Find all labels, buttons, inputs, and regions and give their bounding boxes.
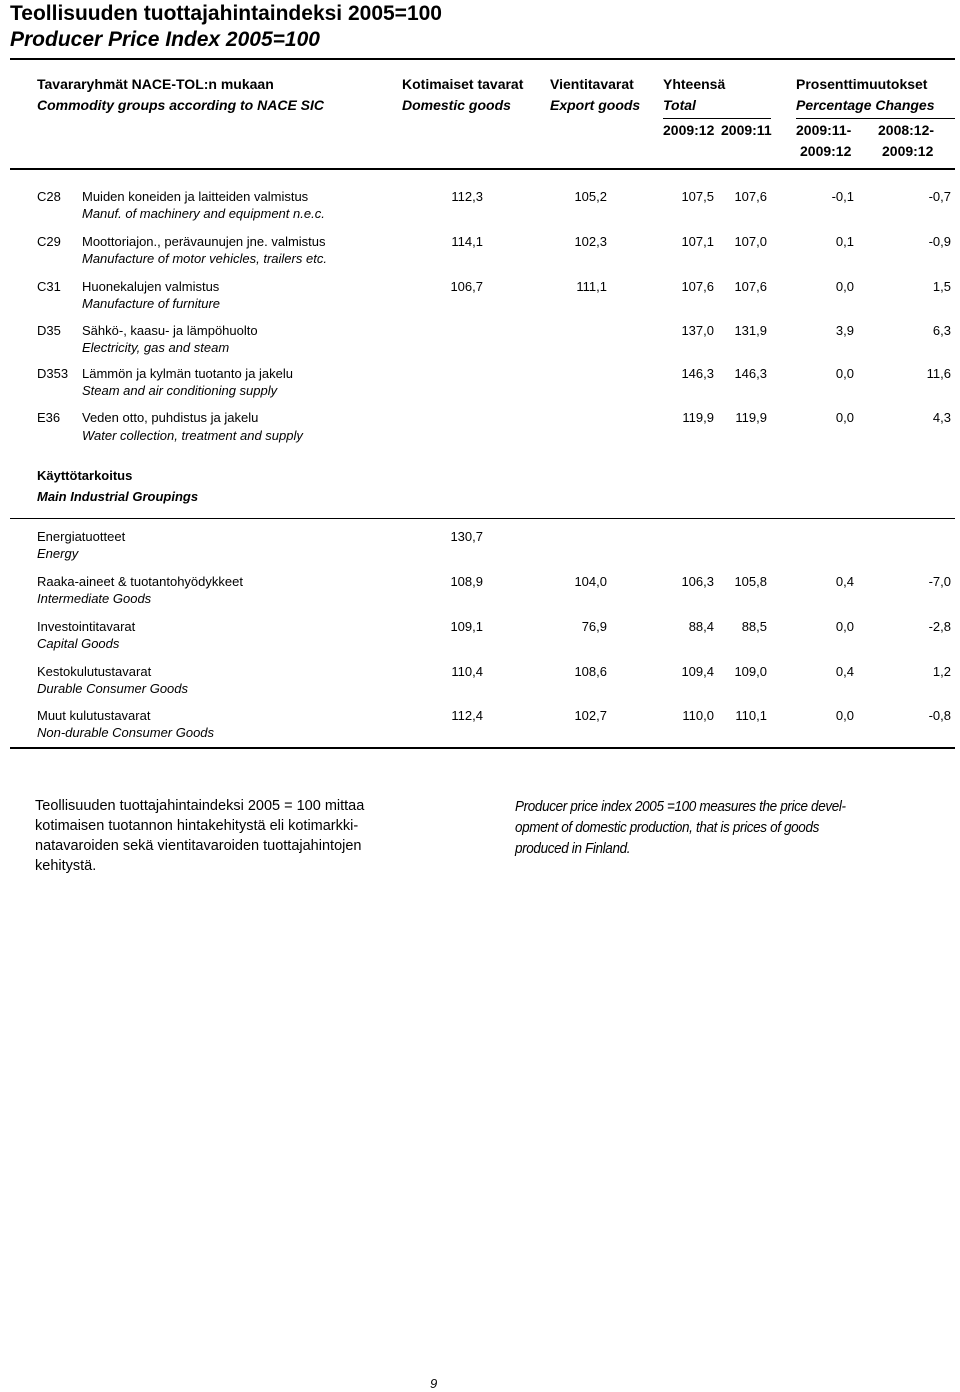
cell-pct-year: 4,3 bbox=[932, 410, 951, 425]
cell-total-2009-11: 88,5 bbox=[741, 619, 767, 634]
cell-pct-year: -0,7 bbox=[928, 189, 951, 204]
row-label-en: Electricity, gas and steam bbox=[82, 340, 230, 355]
row-label-en: Manufacture of furniture bbox=[82, 296, 221, 311]
cell-export: 104,0 bbox=[574, 574, 607, 589]
row-label-fi: Muiden koneiden ja laitteiden valmistus bbox=[82, 189, 309, 204]
cell-total-2009-11: 107,6 bbox=[734, 189, 767, 204]
cell-domestic: 106,7 bbox=[450, 279, 483, 294]
header-col-pct1-b: 2009:12 bbox=[800, 143, 852, 159]
cell-total-2009-11: 107,0 bbox=[734, 234, 767, 249]
total-underline bbox=[663, 118, 771, 119]
header-group-fi: Tavararyhmät NACE-TOL:n mukaan bbox=[37, 76, 274, 92]
cell-domestic: 109,1 bbox=[450, 619, 483, 634]
cell-pct-month: 0,0 bbox=[835, 619, 854, 634]
group-label-en: Energy bbox=[37, 546, 79, 561]
cell-pct-month: -0,1 bbox=[831, 189, 854, 204]
row-code: D353 bbox=[37, 366, 69, 381]
header-export-fi: Vientitavarat bbox=[550, 76, 634, 92]
row-label-fi: Moottoriajon., perävaunujen jne. valmistus bbox=[82, 234, 326, 249]
row-code: C28 bbox=[37, 189, 61, 204]
cell-total-2009-11: 109,0 bbox=[734, 664, 767, 679]
cell-pct-year: 1,2 bbox=[932, 664, 951, 679]
cell-total-2009-12: 119,9 bbox=[682, 410, 714, 425]
cell-domestic: 110,4 bbox=[451, 664, 483, 679]
cell-total-2009-11: 105,8 bbox=[734, 574, 767, 589]
group-label-en: Capital Goods bbox=[37, 636, 120, 651]
pct-underline bbox=[796, 118, 955, 119]
note-en: Producer price index 2005 =100 measures the price devel-opment of domestic production, that is prices of goods produced in Finland. bbox=[515, 798, 846, 857]
header-col-2009-11: 2009:11 bbox=[721, 122, 772, 138]
cell-pct-year: -0,8 bbox=[928, 708, 951, 723]
cell-pct-month: 0,0 bbox=[835, 366, 854, 381]
section-title-fi: Käyttötarkoitus bbox=[37, 468, 133, 483]
row-code: D35 bbox=[37, 323, 61, 338]
group-label-fi: Kestokulutustavarat bbox=[37, 664, 152, 679]
cell-domestic: 114,1 bbox=[451, 234, 483, 249]
cell-domestic: 112,3 bbox=[451, 189, 483, 204]
group-label-en: Non-durable Consumer Goods bbox=[37, 725, 215, 740]
cell-export: 111,1 bbox=[576, 279, 607, 294]
title-en: Producer Price Index 2005=100 bbox=[10, 28, 320, 51]
title-rule bbox=[10, 58, 955, 60]
cell-total-2009-11: 107,6 bbox=[734, 279, 767, 294]
table-bottom-rule bbox=[10, 747, 955, 749]
cell-pct-year: -0,9 bbox=[928, 234, 951, 249]
cell-total-2009-11: 146,3 bbox=[734, 366, 767, 381]
cell-total-2009-12: 107,1 bbox=[681, 234, 714, 249]
cell-total-2009-12: 106,3 bbox=[681, 574, 714, 589]
header-pct-fi: Prosenttimuutokset bbox=[796, 76, 928, 92]
cell-pct-month: 0,0 bbox=[835, 410, 854, 425]
group-label-fi: Raaka-aineet & tuotantohyödykkeet bbox=[37, 574, 243, 589]
header-domestic-en: Domestic goods bbox=[402, 97, 511, 113]
cell-export: 102,7 bbox=[574, 708, 607, 723]
cell-total-2009-12: 110,0 bbox=[682, 708, 714, 723]
cell-export: 105,2 bbox=[574, 189, 607, 204]
row-label-en: Manuf. of machinery and equipment n.e.c. bbox=[82, 206, 325, 221]
cell-domestic: 130,7 bbox=[450, 529, 483, 544]
header-group-en: Commodity groups according to NACE SIC bbox=[37, 97, 325, 113]
row-code: C29 bbox=[37, 234, 61, 249]
cell-pct-month: 0,4 bbox=[835, 574, 854, 589]
cell-export: 76,9 bbox=[581, 619, 607, 634]
cell-total-2009-12: 107,5 bbox=[681, 189, 714, 204]
group-label-fi: Energiatuotteet bbox=[37, 529, 126, 544]
row-label-en: Manufacture of motor vehicles, trailers etc. bbox=[82, 251, 327, 266]
header-col-2009-12: 2009:12 bbox=[663, 122, 715, 138]
cell-pct-month: 0,1 bbox=[835, 234, 854, 249]
cell-pct-month: 0,4 bbox=[835, 664, 854, 679]
row-label-en: Steam and air conditioning supply bbox=[82, 383, 278, 398]
cell-total-2009-11: 110,1 bbox=[735, 708, 767, 723]
row-label-fi: Huonekalujen valmistus bbox=[82, 279, 220, 294]
header-col-pct1-a: 2009:11- bbox=[796, 122, 852, 138]
cell-export: 108,6 bbox=[574, 664, 607, 679]
cell-pct-year: 6,3 bbox=[932, 323, 951, 338]
header-total-en: Total bbox=[663, 97, 696, 113]
group-label-fi: Investointitavarat bbox=[37, 619, 136, 634]
header-domestic-fi: Kotimaiset tavarat bbox=[402, 76, 524, 92]
header-total-fi: Yhteensä bbox=[663, 76, 726, 92]
cell-total-2009-12: 137,0 bbox=[681, 323, 714, 338]
header-rule bbox=[10, 168, 955, 170]
group-label-en: Intermediate Goods bbox=[37, 591, 152, 606]
cell-total-2009-12: 107,6 bbox=[681, 279, 714, 294]
section-title-en: Main Industrial Groupings bbox=[37, 489, 199, 504]
page-number: 9 bbox=[430, 1376, 438, 1391]
row-label-fi: Lämmön ja kylmän tuotanto ja jakelu bbox=[82, 366, 294, 381]
row-label-fi: Sähkö-, kaasu- ja lämpöhuolto bbox=[82, 323, 258, 338]
title-fi: Teollisuuden tuottajahintaindeksi 2005=100 bbox=[10, 2, 442, 25]
cell-pct-year: 1,5 bbox=[932, 279, 951, 294]
cell-total-2009-12: 88,4 bbox=[688, 619, 714, 634]
row-label-fi: Veden otto, puhdistus ja jakelu bbox=[82, 410, 259, 425]
cell-total-2009-11: 119,9 bbox=[735, 410, 767, 425]
cell-total-2009-12: 146,3 bbox=[681, 366, 714, 381]
cell-total-2009-11: 131,9 bbox=[734, 323, 767, 338]
cell-pct-month: 0,0 bbox=[835, 708, 854, 723]
cell-total-2009-12: 109,4 bbox=[681, 664, 714, 679]
row-code: C31 bbox=[37, 279, 61, 294]
row-code: E36 bbox=[37, 410, 61, 425]
header-export-en: Export goods bbox=[550, 97, 641, 113]
cell-export: 102,3 bbox=[574, 234, 607, 249]
cell-pct-month: 3,9 bbox=[835, 323, 854, 338]
cell-pct-year: -2,8 bbox=[928, 619, 951, 634]
header-col-pct2-b: 2009:12 bbox=[882, 143, 934, 159]
cell-pct-year: -7,0 bbox=[928, 574, 951, 589]
cell-domestic: 108,9 bbox=[450, 574, 483, 589]
cell-domestic: 112,4 bbox=[451, 708, 483, 723]
group-label-fi: Muut kulutustavarat bbox=[37, 708, 151, 723]
row-label-en: Water collection, treatment and supply bbox=[82, 428, 303, 443]
header-pct-en: Percentage Changes bbox=[796, 97, 935, 113]
header-col-pct2-a: 2008:12- bbox=[878, 122, 935, 138]
group-label-en: Durable Consumer Goods bbox=[37, 681, 189, 696]
cell-pct-month: 0,0 bbox=[835, 279, 854, 294]
note-fi: Teollisuuden tuottajahintaindeksi 2005 = 100 mittaa kotimaisen tuotannon hintakehitystä eli kotimarkki-natavaroiden sekä vientitavaroiden tuottajahintojen kehitystä. bbox=[35, 798, 365, 874]
cell-pct-year: 11,6 bbox=[926, 366, 951, 381]
section-rule bbox=[10, 518, 955, 519]
